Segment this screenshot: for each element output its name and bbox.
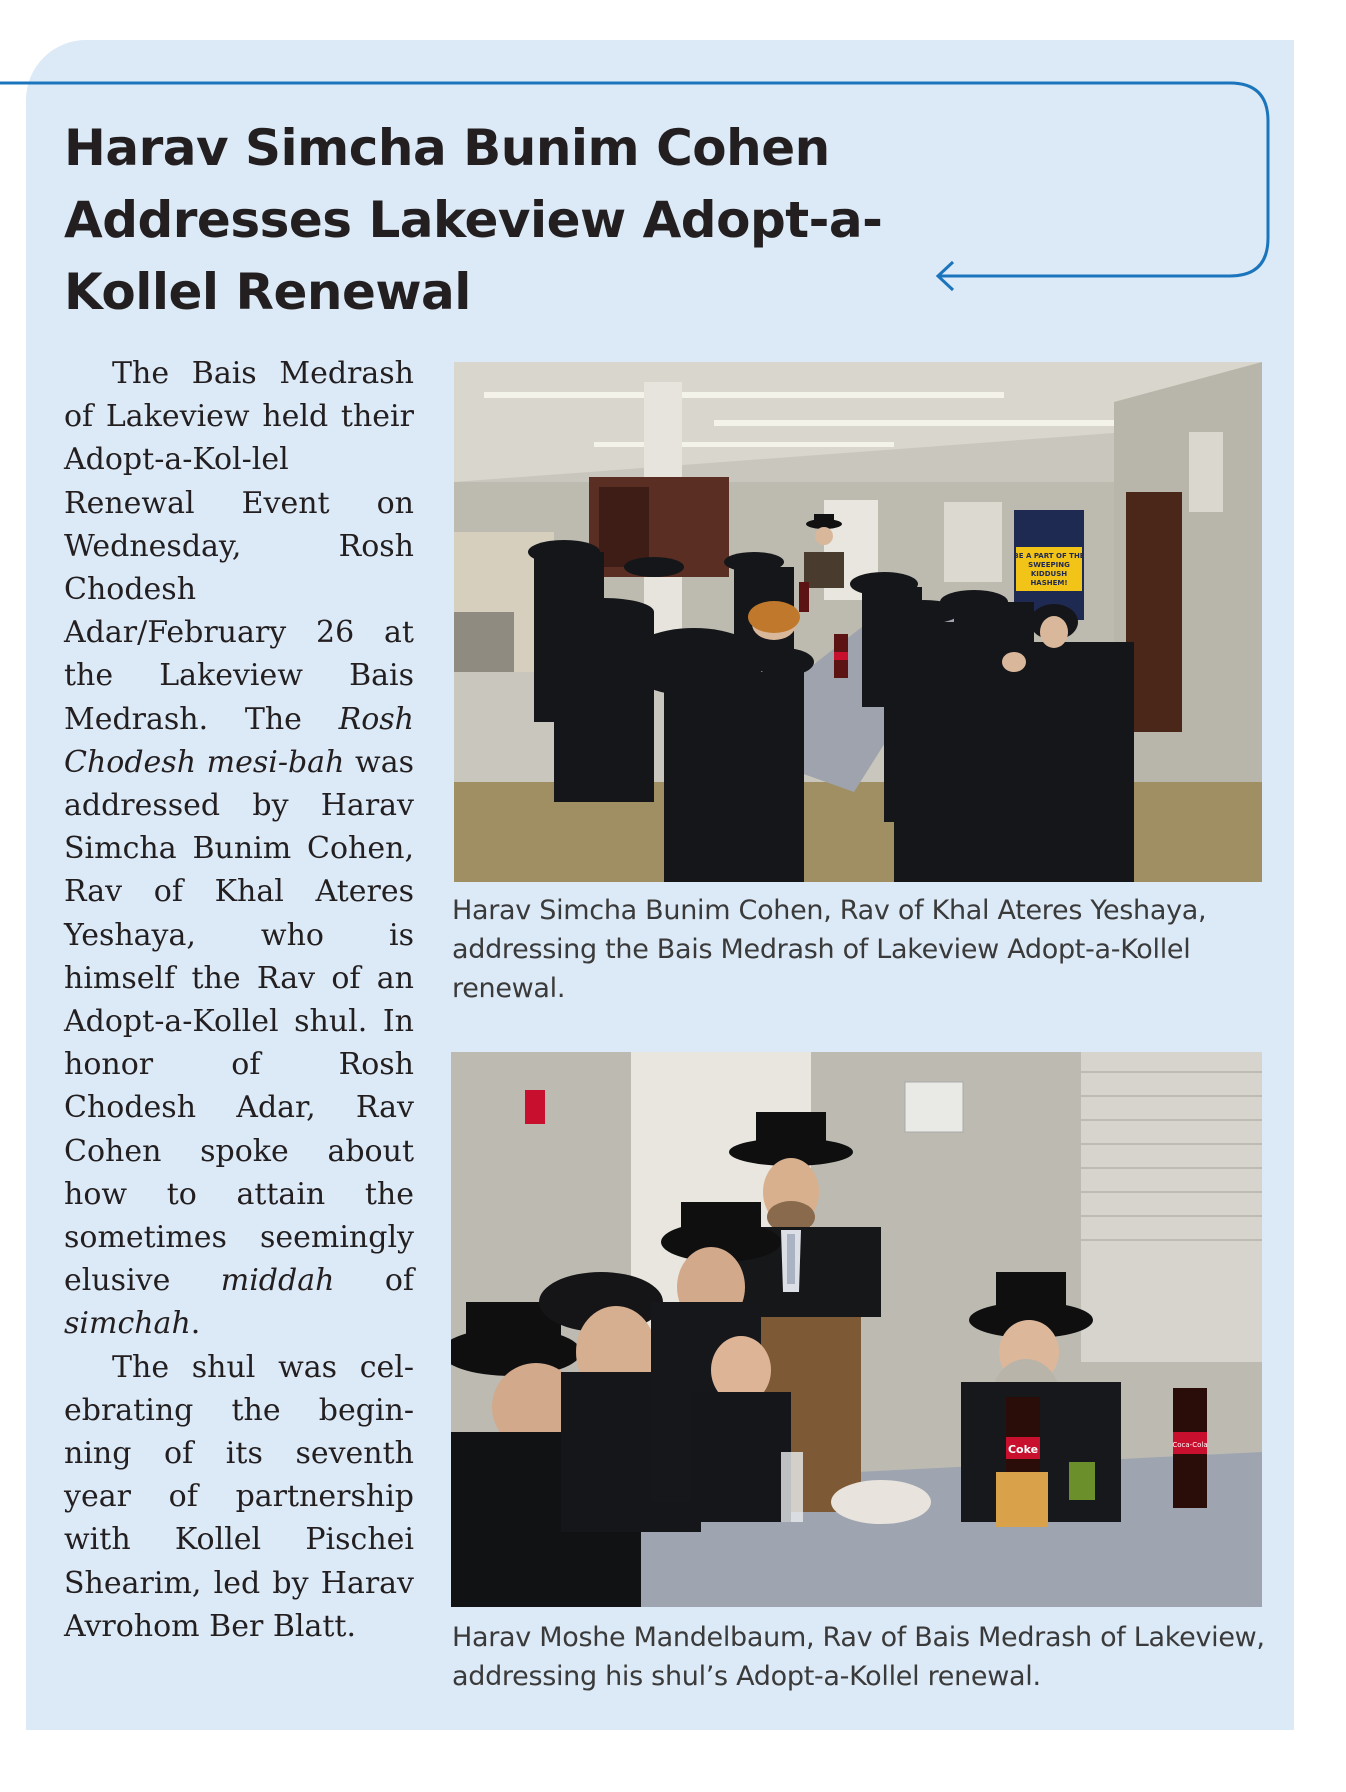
photo-2-caption: Harav Moshe Mandelbaum, Rav of Bais Medrash of Lakeview, addressing his shul’s Adopt-a-Kollel renewal. bbox=[452, 1622, 1265, 1692]
text-run: of bbox=[334, 1263, 414, 1299]
article-body bbox=[64, 352, 414, 1648]
banner-line: HASHEM! bbox=[1030, 579, 1068, 587]
banner-line: KIDDUSH bbox=[1030, 570, 1068, 578]
italic-term: simchah bbox=[64, 1306, 191, 1342]
banner-line: SWEEPING bbox=[1028, 561, 1070, 569]
bottle-label-coke: Coke bbox=[1007, 1443, 1039, 1456]
paragraph-2: The shul was cel-ebrating the begin-ning of its seventh year of partnership with Kollel Pischei Shearim, led by Harav Avrohom Ber Blatt. bbox=[64, 1349, 414, 1644]
text-run: . bbox=[190, 1306, 201, 1342]
photo-1-caption: Harav Simcha Bunim Cohen, Rav of Khal Ateres Yeshaya, addressing the Bais Medrash of Lakeview Adopt-a-Kollel renewal. bbox=[452, 895, 1207, 1004]
banner-line: BE A PART OF THE bbox=[1013, 552, 1085, 560]
photo-banquet-room bbox=[454, 362, 1262, 882]
italic-term: middah bbox=[220, 1263, 335, 1299]
italic-term: Rosh Chodesh mesi-bah bbox=[64, 701, 414, 780]
bottle-label-coca-cola: Coca-Cola bbox=[1172, 1441, 1208, 1449]
headline: Harav Simcha Bunim Cohen Addresses Lakeview Adopt-a-Kollel Renewal bbox=[64, 119, 883, 321]
text-run: was addressed by Harav Simcha Bunim Cohen, Rav of Khal Ateres Yeshaya, who is himself the Rav of an Adopt-a-Kollel shul. In honor of Rosh Chodesh Adar, Rav Cohen spoke about how to attain the sometimes seemingly elusive bbox=[64, 744, 414, 1299]
text-run: The Bais Medrash of Lakeview held their Adopt-a-Kol-lel Renewal Event on Wednesday, Rosh Chodesh Adar/February 26 at the Lakeview Bais Medrash. The bbox=[64, 356, 414, 737]
photo-rav-speaking bbox=[451, 1052, 1262, 1607]
paragraph-1 bbox=[64, 352, 414, 1346]
